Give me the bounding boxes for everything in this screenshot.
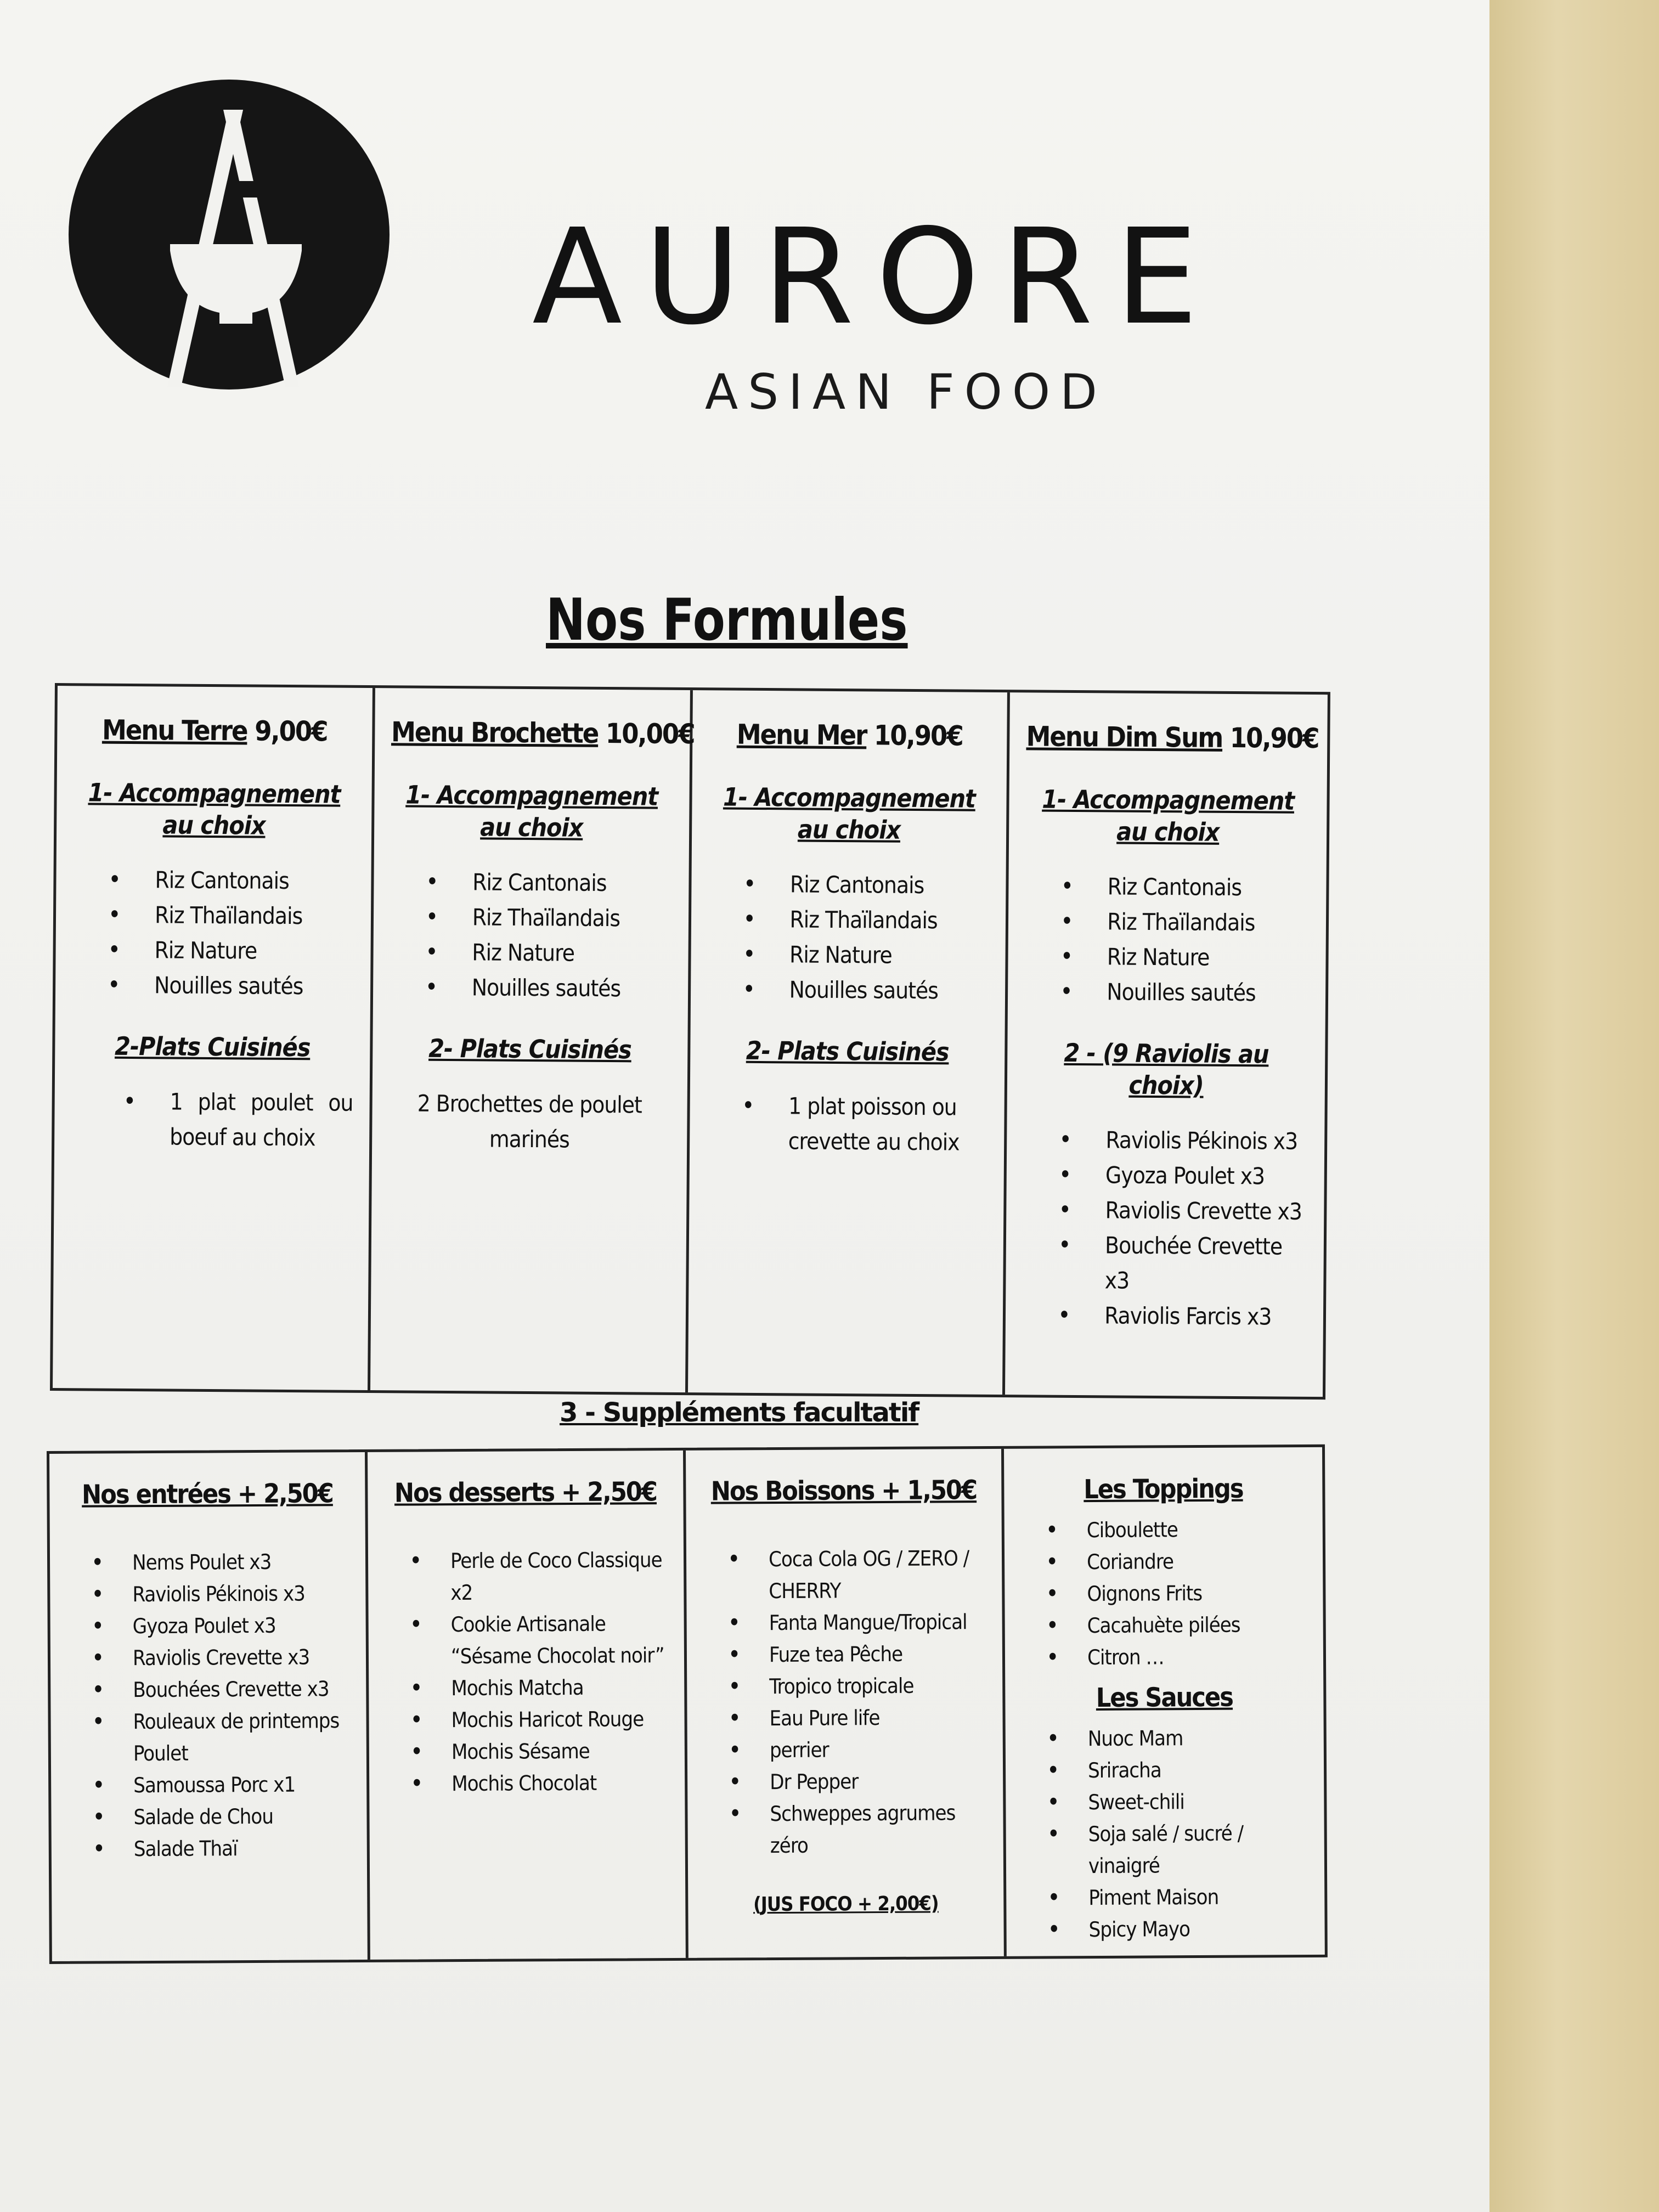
sides-list (1024, 868, 1310, 1011)
entrees-column (49, 1452, 370, 1961)
step2-heading: 2-Plats Cuisinés (114, 1031, 311, 1063)
desserts-title: Nos desserts + 2,50€ (394, 1476, 657, 1509)
list-item: • Bouchée Crevette x3 (1104, 1228, 1307, 1300)
list-item: • Coriandre (1087, 1545, 1306, 1578)
list-item: • Raviolis Crevette x3 (1105, 1193, 1307, 1229)
list-item: • Fuze tea Pêche (769, 1638, 986, 1671)
list-item: • Gyoza Poulet x3 (133, 1609, 349, 1642)
dishes-list (71, 1084, 353, 1156)
menu-name: Menu Dim Sum (1026, 720, 1223, 754)
aurore-logo-icon (69, 80, 390, 390)
list-item: • Raviolis Farcis x3 (1104, 1298, 1307, 1335)
list-item: • Riz Thaïlandais (155, 898, 354, 934)
menu-price: 10,00€ (605, 718, 695, 751)
boissons-title: Nos Boissons + 1,50€ (710, 1475, 977, 1507)
list-item: • Riz Nature (789, 937, 989, 974)
desserts-list (385, 1544, 668, 1800)
list-item: • Riz Nature (154, 933, 354, 969)
list-item: • Riz Thaïlandais (1107, 904, 1310, 941)
list-item: • Salade de Chou (133, 1800, 350, 1833)
step2-heading: 2 - (9 Raviolis au choix) (1064, 1037, 1269, 1101)
menu-title (1026, 717, 1319, 758)
list-item: • Fanta Mangue/Tropical (769, 1606, 986, 1639)
list-item: • Sweet-chili (1088, 1785, 1307, 1818)
list-item: • Rouleaux de printemps Poulet (133, 1705, 350, 1769)
supplements-grid (47, 1444, 1328, 1964)
menu-name: Menu Terre (101, 714, 247, 747)
step1-heading: 1- Accompagnement au choix (88, 777, 341, 840)
menu-title (391, 713, 695, 753)
entrees-title: Nos entrées + 2,50€ (81, 1478, 333, 1510)
menu-title (709, 715, 991, 755)
list-item: • Riz Cantonais (1107, 869, 1310, 906)
dishes-list (1022, 1122, 1308, 1335)
sides-list (707, 866, 990, 1009)
menu-name: Menu Brochette (391, 716, 599, 749)
sauces-title: Les Sauces (1096, 1681, 1233, 1713)
sides-list (390, 864, 673, 1007)
boissons-column (686, 1449, 1007, 1958)
supplements-title: 3 - Suppléments facultatif (560, 1397, 919, 1428)
formules-grid (50, 683, 1330, 1400)
list-item: • Cookie Artisanale “Sésame Chocolat noir” (451, 1607, 668, 1672)
list-item: • Nuoc Mam (1088, 1722, 1307, 1754)
step2-heading: 2- Plats Cuisinés (428, 1033, 631, 1065)
menu-title (74, 710, 356, 751)
list-item: • Riz Thaïlandais (789, 902, 989, 939)
sauces-list (1022, 1722, 1308, 1946)
juice-note: (JUS FOCO + 2,00€) (753, 1892, 939, 1916)
list-item: • Soja salé / sucré / vinaigré (1088, 1817, 1308, 1882)
menu-price: 10,90€ (1229, 721, 1319, 755)
menu-name: Menu Mer (736, 718, 867, 752)
list-item: • 1 plat poisson ou crevette au choix (788, 1088, 988, 1160)
list-item: • Mochis Chocolat (452, 1767, 668, 1799)
list-item: • Eau Pure life (769, 1701, 986, 1734)
list-item: • Nouilles sautés (154, 968, 354, 1005)
list-item: • Samoussa Porc x1 (133, 1768, 350, 1801)
list-item: • Oignons Frits (1087, 1577, 1306, 1610)
list-item: • Salade Thaï (134, 1832, 351, 1865)
list-item: • Mochis Sésame (452, 1735, 668, 1768)
list-item: • Riz Cantonais (472, 865, 672, 901)
list-item: • Tropico tropicale (769, 1669, 986, 1702)
menu-mer-column (688, 690, 1011, 1395)
list-item: • Mochis Haricot Rouge (451, 1703, 668, 1736)
list-item: • 1 plat poulet ou boeuf au choix (170, 1084, 353, 1155)
list-item: • Perle de Coco Classique x2 (450, 1544, 668, 1609)
menu-price: 10,90€ (873, 719, 963, 752)
list-item: • perrier (770, 1733, 986, 1766)
list-item: • Citron … (1087, 1640, 1307, 1673)
list-item: • Nouilles sautés (1107, 974, 1309, 1011)
brand-tagline: ASIAN FOOD (705, 364, 1107, 420)
menu-price: 9,00€ (254, 715, 328, 748)
list-item: • Sriracha (1088, 1753, 1307, 1786)
list-item: • Nouilles sautés (789, 972, 989, 1009)
section-title-formules: Nos Formules (546, 586, 908, 653)
list-item: • Nouilles sautés (472, 970, 672, 1007)
menu-terre-column (53, 686, 375, 1390)
list-item: • Cacahuète pilées (1087, 1609, 1307, 1641)
toppings-list (1021, 1513, 1307, 1674)
step1-heading: 1- Accompagnement au choix (405, 780, 658, 843)
list-item: • Schweppes agrumes zéro (770, 1797, 987, 1861)
toppings-sauces-column (1004, 1447, 1325, 1956)
list-item: • Dr Pepper (770, 1765, 986, 1798)
toppings-title: Les Toppings (1084, 1473, 1243, 1505)
list-item: • Riz Cantonais (155, 862, 354, 899)
entrees-list (66, 1545, 351, 1865)
list-item: • Raviolis Crevette x3 (133, 1641, 349, 1674)
list-item: • Ciboulette (1087, 1513, 1306, 1546)
sides-list (72, 862, 355, 1005)
list-item: • Riz Thaïlandais (472, 900, 672, 936)
list-item: • Raviolis Pékinois x3 (1105, 1122, 1308, 1159)
list-item: • Riz Cantonais (790, 867, 990, 904)
list-item: • Nems Poulet x3 (132, 1545, 349, 1578)
list-item: • Mochis Matcha (451, 1671, 668, 1704)
list-item: • Gyoza Poulet x3 (1105, 1158, 1308, 1194)
menu-brochette-column (370, 688, 693, 1392)
list-item: • Riz Nature (1107, 939, 1310, 976)
desserts-column (368, 1451, 689, 1960)
menu-dimsum-column (1005, 692, 1328, 1397)
list-item: • Coca Cola OG / ZERO / CHERRY (769, 1542, 986, 1607)
list-item: • Piment Maison (1088, 1881, 1308, 1914)
list-item: • Raviolis Pékinois x3 (132, 1577, 349, 1610)
boissons-list (703, 1542, 987, 1862)
step2-heading: 2- Plats Cuisinés (746, 1035, 949, 1067)
list-item: • Spicy Mayo (1088, 1912, 1308, 1945)
dishes-list (706, 1088, 988, 1160)
list-item: • Bouchées Crevette x3 (133, 1673, 349, 1706)
dish-text: 2 Brochettes de poulet marinés (417, 1090, 642, 1153)
step1-heading: 1- Accompagnement au choix (723, 782, 976, 845)
list-item: • Riz Nature (472, 935, 672, 972)
wall-background (1489, 0, 1659, 2212)
step1-heading: 1- Accompagnement au choix (1042, 784, 1295, 847)
brand-name: AURORE (532, 200, 1220, 354)
